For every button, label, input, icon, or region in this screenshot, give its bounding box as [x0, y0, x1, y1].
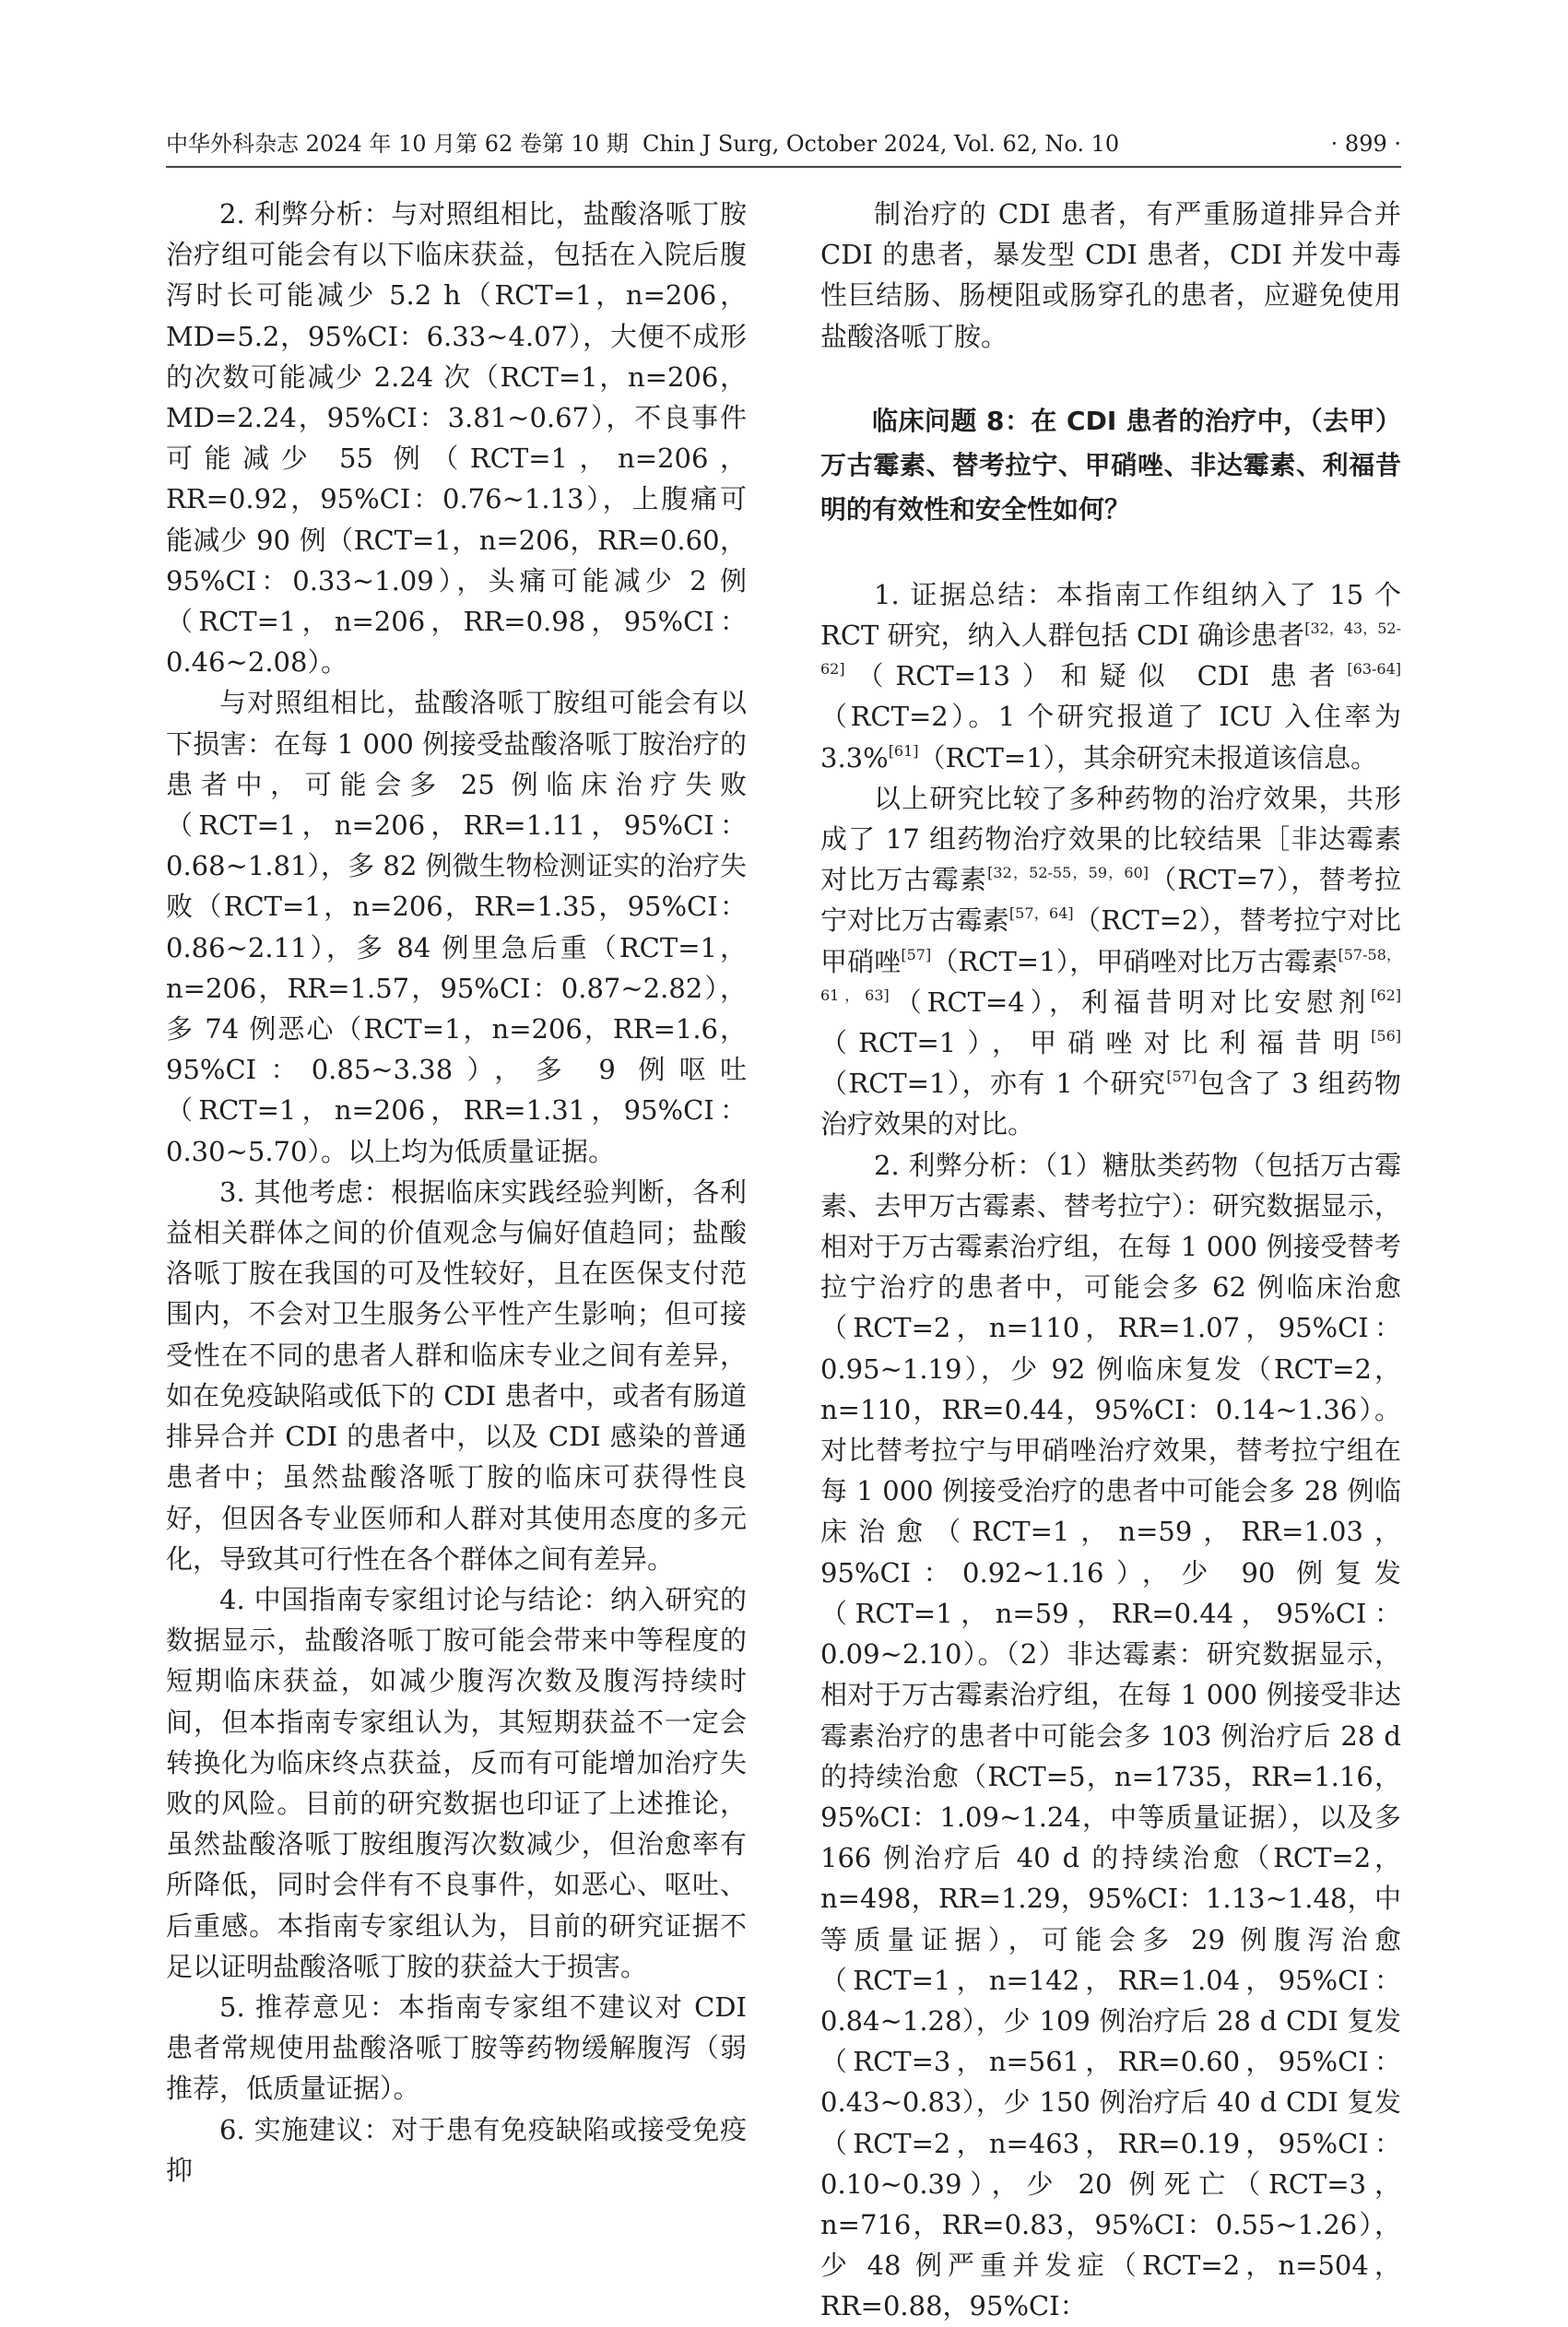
paragraph-implementation: 6. 实施建议：对于患有免疫缺陷或接受免疫抑 — [166, 2113, 747, 2186]
header-divider — [166, 166, 1401, 168]
paragraph-risk-benefit-drugs: 2. 利弊分析：（1）糖肽类药物（包括万古霉素、去甲万古霉素、替考拉宁）：研究数据显示，相对于万古霉素治疗组，在每 1 000 例接受替考拉宁治疗的患者中，可能会多 62 例临床治愈（RCT=2，n=110，RR=1.07，95%CI：0.95~1.19），少 92 例临床复发（RCT=2，n=110，RR=0.44，95%CI：0.14~1.36）。对比替考拉宁与甲硝唑治疗效果，替考拉宁组在每 1 000 例接受治疗的患者中可能会多 28 例临床治愈（RCT=1，n=59，RR=1.03，95%CI：0.92~1.16），少 90 例复发（RCT=1，n=59，RR=0.44，95%CI：0.09~2.10）。（2）非达霉素：研究数据显示，相对于万古霉素治疗组，在每 1 000 例接受非达霉素治疗的患者中可能会多 103 例治疗后 28 d 的持续治愈（RCT=5，n=1735，RR=1.16，95%CI：1.09~1.24，中等质量证据），以及多 166 例治疗后 40 d 的持续治愈（RCT=2，n=498，RR=1.29，95%CI：1.13~1.48，中等质量证据），可能会多 29 例腹泻治愈（RCT=1，n=142，RR=1.04，95%CI：0.84~1.28），少 109 例治疗后 28 d CDI 复发（RCT=3，n=561，RR=0.60，95%CI：0.43~0.83），少 150 例治疗后 40 d CDI 复发（RCT=2，n=463，RR=0.19，95%CI：0.10~0.39），少 20 例死亡（RCT=3，n=716，RR=0.83，95%CI：0.55~1.26），少 48 例严重并发症（RCT=2，n=504，RR=0.88，95%CI： — [820, 1149, 1401, 2322]
paragraph-implementation-cont: 制治疗的 CDI 患者，有严重肠道排异合并 CDI 的患者，暴发型 CDI 患者，CDI 并发中毒性巨结肠、肠梗阻或肠穿孔的患者，应避免使用盐酸洛哌丁胺。 — [820, 198, 1401, 352]
paragraph-recommendation: 5. 推荐意见：本指南专家组不建议对 CDI 患者常规使用盐酸洛哌丁胺等药物缓解腹泻（弱推荐，低质量证据）。 — [166, 1990, 747, 2105]
journal-citation-en: Chin J Surg, October 2024, Vol. 62, No. 10 — [643, 131, 1120, 157]
citation-ref: [57-58，61，63] — [820, 945, 1401, 1004]
comparison-text-d: （RCT=1），甲硝唑对比万古霉素 — [931, 945, 1338, 977]
citation-ref: [32，52-55，59，60] — [987, 864, 1149, 882]
paragraph-comparisons — [820, 778, 1401, 1145]
journal-citation-cn: 中华外科杂志 2024 年 10 月第 62 卷第 10 期 — [166, 131, 629, 157]
evidence-text-a: 1. 证据总结：本指南工作组纳入了 15 个 RCT 研究，纳入人群包括 CDI 确诊患者 — [820, 578, 1401, 652]
comparison-text-f: （RCT=1），甲硝唑对比利福昔明 — [820, 1027, 1372, 1059]
left-column — [166, 194, 747, 2191]
running-header — [166, 124, 1401, 164]
paragraph-evidence-summary — [820, 574, 1401, 778]
citation-ref: [57] — [1166, 1068, 1197, 1086]
citation-ref: [57，64] — [1008, 904, 1074, 923]
right-column — [820, 194, 1401, 2327]
comparison-text-a: 以上研究比较了多种药物的治疗效果，共形成了 17 组药物治疗效果的比较结果［非达霉素对比万古霉素 — [820, 782, 1401, 896]
evidence-text-d: （RCT=1），其余研究未报道该信息。 — [918, 741, 1378, 774]
citation-ref: [56] — [1371, 1027, 1401, 1045]
comparison-text-h: 包含了 3 组药物治疗效果的对比。 — [820, 1068, 1401, 1140]
citation-ref: [62] — [1371, 986, 1401, 1004]
citation-ref: [32，43，52-62] — [820, 620, 1401, 679]
comparison-text-b: （RCT=7），替考拉宁对比万古霉素 — [820, 864, 1401, 937]
page-number: · 899 · — [1330, 131, 1401, 157]
citation-ref: [63-64] — [1347, 660, 1401, 679]
journal-citation — [166, 124, 1119, 164]
comparison-text-g: （RCT=1），亦有 1 个研究 — [820, 1068, 1167, 1100]
clinical-question-heading: 临床问题 8：在 CDI 患者的治疗中，（去甲）万古霉素、替考拉宁、甲硝唑、非达霉素、利福昔明的有效性和安全性如何？ — [820, 405, 1401, 525]
comparison-text-c: （RCT=2），替考拉宁对比甲硝唑 — [820, 904, 1401, 977]
comparison-text-e: （RCT=4），利福昔明对比安慰剂 — [889, 986, 1372, 1018]
evidence-text-b: （RCT=13）和疑似 CDI 患者 — [844, 660, 1348, 692]
paragraph-risk-benefit: 2. 利弊分析：与对照组相比，盐酸洛哌丁胺治疗组可能会有以下临床获益，包括在入院后腹泻时长可能减少 5.2 h（RCT=1，n=206，MD=5.2，95%CI：6.33~4.07），大便不成形的次数可能减少 2.24 次（RCT=1，n=206，MD=2.24，95%CI：3.81~0.67），不良事件可能减少 55 例（RCT=1，n=206，RR=0.92，95%CI：0.76~1.13），上腹痛可能减少 90 例（RCT=1，n=206，RR=0.60，95%CI：0.33~1.09），头痛可能减少 2 例（RCT=1，n=206，RR=0.98，95%CI：0.46~2.08）。 — [166, 198, 747, 679]
paragraph-other-considerations: 3. 其他考虑：根据临床实践经验判断，各利益相关群体之间的价值观念与偏好值趋同；盐酸洛哌丁胺在我国的可及性较好，且在医保支付范围内，不会对卫生服务公平性产生影响；但可接受性在不同的患者人群和临床专业之间有差异，如在免疫缺陷或低下的 CDI 患者中，或者有肠道排异合并 CDI 的患者中，以及 CDI 感染的普通患者中；虽然盐酸洛哌丁胺的临床可获得性良好，但因各专业医师和人群对其使用态度的多元化，导致其可行性在各个群体之间有差异。 — [166, 1175, 747, 1575]
citation-ref: [57] — [901, 945, 932, 963]
paragraph-expert-conclusion: 4. 中国指南专家组讨论与结论：纳入研究的数据显示，盐酸洛哌丁胺可能会带来中等程度的短期临床获益，如减少腹泻次数及腹泻持续时间，但本指南专家组认为，其短期获益不一定会转换化为临床终点获益，反而有可能增加治疗失败的风险。目前的研究数据也印证了上述推论，虽然盐酸洛哌丁胺组腹泻次数减少，但治愈率有所降低，同时会伴有不良事件，如恶心、呕吐、后重感。本指南专家组认为，目前的研究证据不足以证明盐酸洛哌丁胺的获益大于损害。 — [166, 1583, 747, 1982]
citation-ref: [61] — [888, 741, 919, 760]
evidence-text-c: （RCT=2）。1 个研究报道了 ICU 入住率为 3.3% — [820, 701, 1401, 774]
paragraph-harms: 与对照组相比，盐酸洛哌丁胺组可能会有以下损害：在每 1 000 例接受盐酸洛哌丁胺治疗的患者中，可能会多 25 例临床治疗失败（RCT=1，n=206，RR=1.11，95%CI：0.68~1.81），多 82 例微生物检测证实的治疗失败（RCT=1，n=206，RR=1.35，95%CI：0.86~2.11），多 84 例里急后重（RCT=1，n=206，RR=1.57，95%CI：0.87~2.82），多 74 例恶心（RCT=1，n=206，RR=1.6，95%CI：0.85~3.38），多 9 例呕吐（RCT=1，n=206，RR=1.31，95%CI：0.30~5.70）。以上均为低质量证据。 — [166, 687, 747, 1167]
